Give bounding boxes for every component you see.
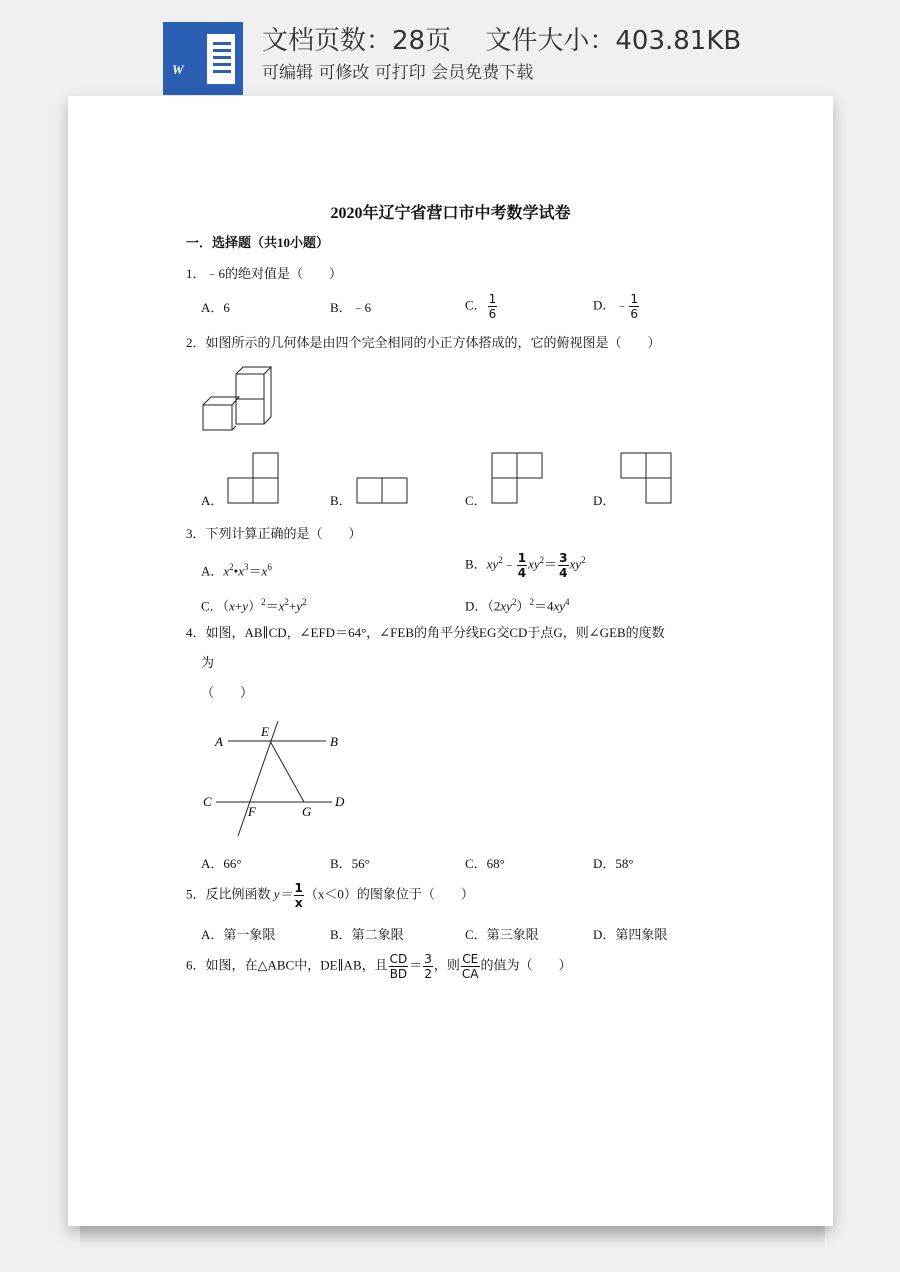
q6-fraction-cd-bd: $\frac{CD}{BD}$ xyxy=(389,952,408,981)
q3-option-b: B．$xy^2﹣$ $\frac{1}{4}$ $xy^2=$ $\frac{3}{4}$ $xy^2$ xyxy=(465,551,586,580)
q4-option-d: D．58° xyxy=(593,856,634,871)
exam-title: 2020年辽宁省营口市中考数学试卷 xyxy=(330,205,571,222)
q5-option-a: A．第一象限 xyxy=(201,927,276,942)
q5-option-c: C．第三象限 xyxy=(465,927,539,942)
download-banner xyxy=(0,0,900,100)
q2-option-c: C． xyxy=(465,493,487,508)
q4-option-a: A．66° xyxy=(201,856,242,871)
page-count: 文档页数：28页 xyxy=(262,26,452,56)
q5-option-d: D．第四象限 xyxy=(593,927,668,942)
file-size: 文件大小：403.81KB xyxy=(485,26,742,56)
word-document-icon xyxy=(163,22,243,95)
q1-stem: 1．﹣6的绝对值是（ ） xyxy=(186,266,343,281)
q4-option-c: C．68° xyxy=(465,856,505,871)
q4-parallel-lines-figure xyxy=(198,716,358,842)
q5-stem: 5．反比例函数 y＝ $\frac{1}{x}$ （x＜0）的图象位于（ ） xyxy=(186,881,474,910)
q4-option-b: B．56° xyxy=(330,856,370,871)
q1-option-c xyxy=(465,292,498,321)
q2-option-d: D． xyxy=(593,493,616,508)
q5-option-b: B．第二象限 xyxy=(330,927,404,942)
section-heading: 一．选择题（共10小题） xyxy=(186,235,330,250)
q2-view-d xyxy=(619,451,675,505)
file-info-line xyxy=(262,20,741,57)
q3-stem: 3．下列计算正确的是（ ） xyxy=(186,526,362,541)
q3-option-d: D．$(2xy^2)^2=4xy^4$ xyxy=(465,597,570,614)
label-e: E xyxy=(261,724,269,739)
q6-fraction-ce-ca: $\frac{CE}{CA}$ xyxy=(461,952,479,981)
page-shadow xyxy=(80,1226,825,1248)
q1-option-a: A．6 xyxy=(201,300,230,315)
q4-stem-line3: （ ） xyxy=(201,685,254,700)
q1-d-prefix: D．﹣ xyxy=(593,297,629,313)
q4-stem-line1: 4．如图，AB∥CD，∠EFD＝64°，∠FEB的角平分线EG交CD于点G，则∠GEB的度数 xyxy=(186,625,665,640)
q2-option-b: B． xyxy=(330,493,352,508)
label-f: F xyxy=(248,804,256,819)
q2-stem: 2．如图所示的几何体是由四个完全相同的小正方体搭成的，它的俯视图是（ ） xyxy=(186,335,661,350)
q1-c-fraction: $\frac{1}{6}$ xyxy=(488,292,497,321)
q6-stem: 6．如图，在△ABC中，DE∥AB，且 $\frac{CD}{BD}$ ＝ $\frac{3}{2}$ ，则 $\frac{CE}{CA}$ 的值为（ ） xyxy=(186,952,572,981)
q2-view-a xyxy=(226,451,282,505)
q6-fraction-3-2: $\frac{3}{2}$ xyxy=(424,952,432,981)
label-c: C xyxy=(203,794,212,809)
q2-view-c xyxy=(490,451,546,505)
q3-b-fraction-1: $\frac{1}{4}$ xyxy=(517,551,527,580)
q3-b-fraction-2: $\frac{3}{4}$ xyxy=(559,551,568,580)
q1-d-fraction: $\frac{1}{6}$ xyxy=(630,292,639,321)
q1-option-b: B．﹣6 xyxy=(330,300,372,315)
q5-fraction: $\frac{1}{x}$ xyxy=(294,881,303,910)
q2-option-a: A． xyxy=(201,493,224,508)
q3-option-a: A．$x^2•x^3=x^6$ xyxy=(201,562,272,579)
logo-letter: W xyxy=(172,62,184,77)
q2-solid-figure xyxy=(198,362,278,434)
q2-view-b xyxy=(355,476,411,505)
document-page xyxy=(68,96,833,1226)
label-d: D xyxy=(335,794,345,809)
label-a: A xyxy=(215,734,223,749)
label-g: G xyxy=(302,804,312,819)
feature-line: 可编辑 可修改 可打印 会员免费下载 xyxy=(262,63,534,83)
q1-option-d xyxy=(593,292,640,321)
q4-stem-line2: 为 xyxy=(201,655,215,670)
q1-c-prefix: C． xyxy=(465,297,487,313)
q3-option-c: C．$(x+y)^2=x^2+y^2$ xyxy=(201,597,307,614)
label-b: B xyxy=(330,734,338,749)
